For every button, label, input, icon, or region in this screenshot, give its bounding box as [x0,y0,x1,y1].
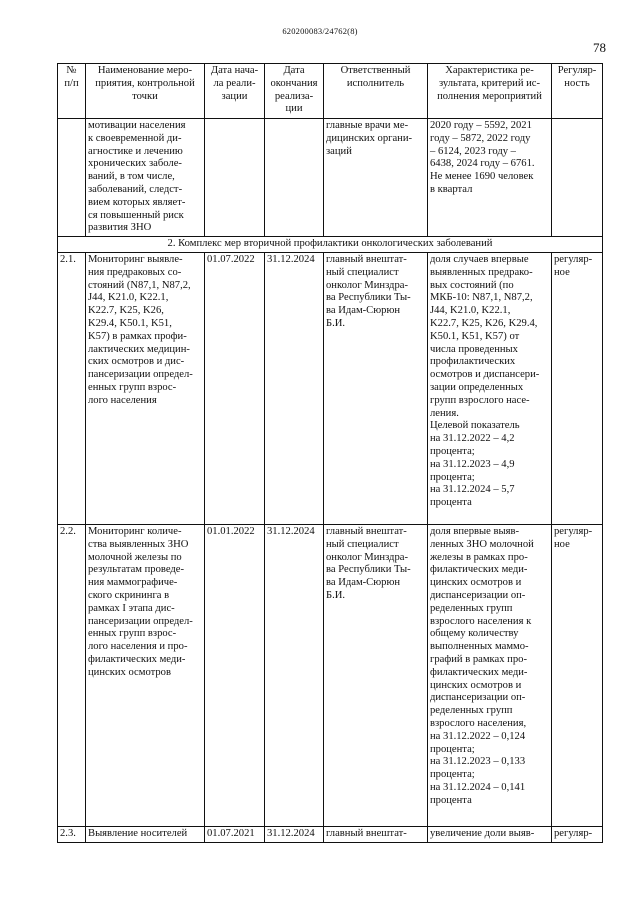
cell-responsible: главные врачи ме- дицинских органи- заций [324,119,428,237]
cell-name: Мониторинг количе- ства выявленных ЗНО молочной железы по результатам проведе- ния маммографиче- ского скрининга в рамках I этапа дис- пансеризации определ- енных групп взрос- лого населения и про- филактических меди- цинских осмотров [86,524,205,826]
header-regularity: Регуляр- ность [552,64,603,119]
document-id: 620200083/24762(8) [282,26,358,36]
cell-start-date: 01.07.2022 [205,252,265,524]
header-end-date: Дата окончания реализа- ции [265,64,324,119]
cell-number: 2.3. [58,826,86,842]
cell-name: Мониторинг выявле- ния предраковых со- стояний (N87,1, N87,2, J44, K21.0, K22.1, K22.7, K25, K26, K29.4, K50.1, K51, K57) в рамках профи- лактических медицин- ских осмотров и дис- пансеризации определ- енных групп взрос- лого населения [86,252,205,524]
cell-result: увеличение доли выяв- [428,826,552,842]
cell-regularity: регуляр- ное [552,252,603,524]
header-start-date: Дата нача- ла реали- зации [205,64,265,119]
page-number: 78 [593,40,606,55]
header-responsible: Ответственный исполнитель [324,64,428,119]
table-row [58,524,603,826]
table-row [58,826,603,842]
cell-regularity: регуляр- [552,826,603,842]
cell-name: мотивации населения к своевременной ди- агностике и лечению хронических заболе- ваний, в том числе, заболеваний, следст- вием которых являет- ся повышенный риск развития ЗНО [86,119,205,237]
header-name: Наименование меро- приятия, контрольной точки [86,64,205,119]
cell-end-date: 31.12.2024 [265,252,324,524]
cell-result: 2020 году – 5592, 2021 году – 5872, 2022 году – 6124, 2023 году – 6438, 2024 году – 6761. Не менее 1690 человек в квартал [428,119,552,237]
cell-start-date [205,119,265,237]
table-row [58,119,603,237]
header-result: Характеристика ре- зультата, критерий ис- полнения мероприятий [428,64,552,119]
cell-number [58,119,86,237]
cell-end-date: 31.12.2024 [265,524,324,826]
cell-responsible: главный внештат- [324,826,428,842]
cell-result: доля случаев впервые выявленных предрако- вых состояний (по МКБ-10: N87,1, N87,2, J44, K21.0, K22.1, K22.7, K25, K26, K29.4, K50.1, K51, K57) от числа проведенных профилактических осмотров и диспансери- зации определенных групп взрослого насе- ления. Целевой показатель на 31.12.2022 – 4,2 процента; на 31.12.2023 – 4,9 процента; на 31.12.2024 – 5,7 процента [428,252,552,524]
cell-end-date: 31.12.2024 [265,826,324,842]
cell-end-date [265,119,324,237]
cell-regularity [552,119,603,237]
cell-responsible: главный внештат- ный специалист онколог Минздра- ва Республики Ты- ва Идам-Сюрюн Б.И. [324,524,428,826]
cell-name: Выявление носителей [86,826,205,842]
table-header-row [58,64,603,119]
header-number: № п/п [58,64,86,119]
cell-regularity: регуляр- ное [552,524,603,826]
cell-number: 2.1. [58,252,86,524]
section-row [58,237,603,253]
cell-responsible: главный внештат- ный специалист онколог Минздра- ва Республики Ты- ва Идам-Сюрюн Б.И. [324,252,428,524]
cell-start-date: 01.01.2022 [205,524,265,826]
section-title: 2. Комплекс мер вторичной профилактики онкологических заболеваний [58,237,603,253]
cell-number: 2.2. [58,524,86,826]
cell-result: доля впервые выяв- ленных ЗНО молочной железы в рамках про- филактических меди- цинских осмотров и диспансеризации оп- ределенных групп взрослого населения к общему количеству выполненных маммо- графий в рамках про- филактических меди- цинских осмотров и диспансеризации оп- ределенных групп взрослого населения, на 31.12.2022 – 0,124 процента; на 31.12.2023 – 0,133 процента; на 31.12.2024 – 0,141 процента [428,524,552,826]
table-row [58,252,603,524]
measures-table [57,63,603,843]
cell-start-date: 01.07.2021 [205,826,265,842]
